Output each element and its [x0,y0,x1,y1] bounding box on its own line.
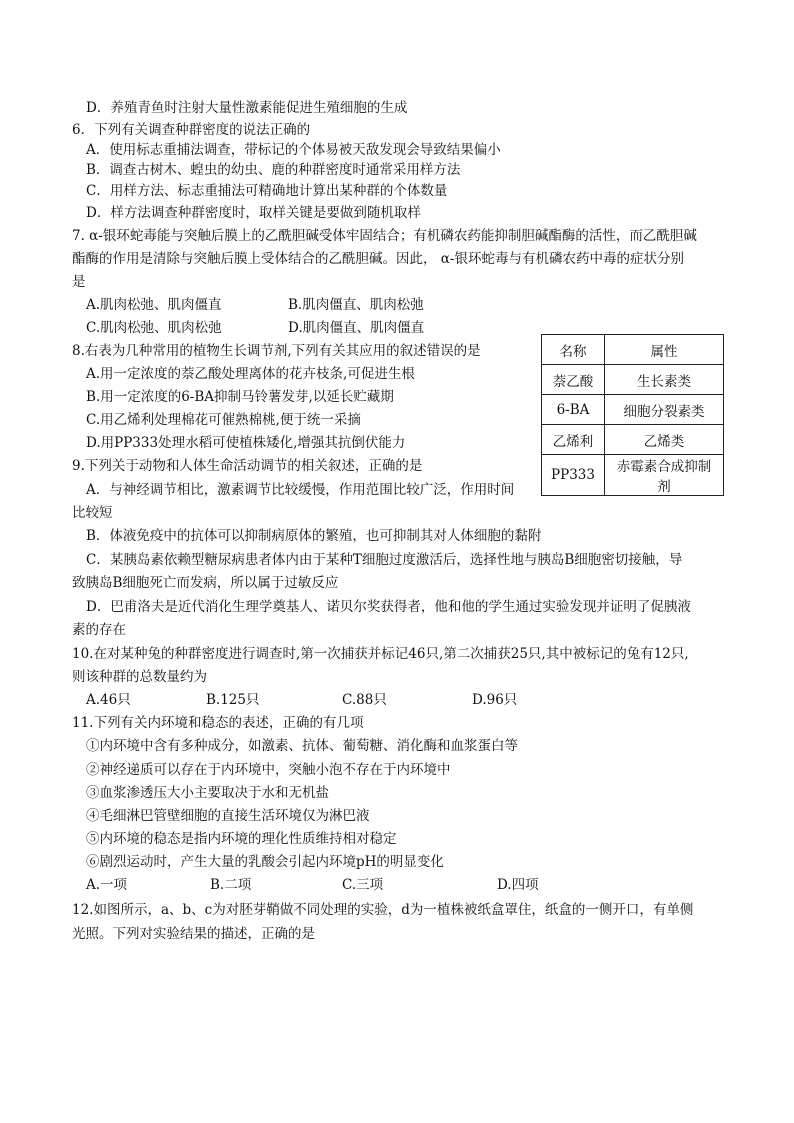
table-cell: 乙烯利 [542,425,605,455]
q6-option-b: B．调查古树木、蝗虫的幼虫、鹿的种群密度时通常采用样方法 [86,162,461,178]
q9-option-c-line2: 致胰岛B细胞死亡而发病，所以属于过敏反应 [72,575,339,591]
q10-option-a: A.46只 [86,692,131,708]
q6-option-d: D．样方法调查种群密度时，取样关键是要做到随机取样 [86,205,421,221]
q9-option-d-line2: 素的存在 [72,622,126,638]
q10-stem-line2: 则该种群的总数量约为 [72,669,207,685]
q10-option-c: C.88只 [342,692,387,708]
q8-option-b: B.用一定浓度的6-BA抑制马铃薯发芽,以延长贮藏期 [86,389,394,405]
q9-option-c-line1: C．某胰岛素依赖型糖尿病患者体内由于某种T细胞过度激活后，选择性地与胰岛B细胞密切接触，导 [86,552,683,568]
table-cell: 细胞分裂素类 [605,395,724,425]
q9-option-a-line2: 比较短 [72,505,113,521]
q11-statement-3: ③血浆渗透压大小主要取决于水和无机盐 [86,785,329,801]
q10-option-b: B.125只 [206,692,260,708]
table-header-cell: 属性 [605,335,724,365]
table-cell: 6-BA [542,395,605,425]
table-header-row [542,335,724,365]
q10-stem-line1: 10.在对某种兔的种群密度进行调查时,第一次捕获并标记46只,第二次捕获25只,其中被标记的兔有12只, [72,646,689,662]
q9-option-d-line1: D．巴甫洛夫是近代消化生理学奠基人、诺贝尔奖获得者，他和他的学生通过实验发现并证明了促胰液 [86,599,691,615]
table-row [542,425,724,455]
q7-option-c: C.肌肉松弛、肌肉松弛 [86,320,222,336]
q11-stem: 11.下列有关内环境和稳态的表述，正确的有几项 [72,715,364,731]
q6-option-a: A．使用标志重捕法调查，带标记的个体易被天敌发现会导致结果偏小 [86,142,501,158]
q11-statement-2: ②神经递质可以存在于内环境中，突触小泡不存在于内环境中 [86,762,451,778]
table-cell: 萘乙酸 [542,365,605,395]
table-row [542,365,724,395]
table-cell: 生长素类 [605,365,724,395]
q11-option-d: D.四项 [497,877,539,893]
q6-stem: 6．下列有关调查种群密度的说法正确的 [72,122,311,138]
q7-stem-line3: 是 [72,274,86,290]
q7-option-a: A.肌肉松弛、肌肉僵直 [86,297,222,313]
q6-option-c: C．用样方法、标志重捕法可精确地计算出某种群的个体数量 [86,183,448,199]
q8-option-d: D.用PP333处理水稻可使植株矮化,增强其抗倒伏能力 [86,435,406,451]
q7-stem-line1: 7. α-银环蛇毒能与突触后膜上的乙酰胆碱受体牢固结合；有机磷农药能抑制胆碱酯酶的活性，而乙酰胆碱 [72,228,697,244]
q8-option-a: A.用一定浓度的萘乙酸处理离体的花卉枝条,可促进生根 [86,366,415,382]
table-cell: PP333 [542,455,605,496]
q8-stem: 8.右表为几种常用的植物生长调节剂,下列有关其应用的叙述错误的是 [72,343,481,359]
regulator-table [541,334,724,496]
q11-option-b: B.二项 [210,877,252,893]
q12-stem-line2: 光照。下列对实验结果的描述，正确的是 [72,926,315,942]
q7-stem-line2: 酯酶的作用是清除与突触后膜上受体结合的乙酰胆碱。因此， α-银环蛇毒与有机磷农药中毒的症状分别 [72,251,684,267]
table-header-cell: 名称 [542,335,605,365]
table-cell: 赤霉素合成抑制剂 [605,455,724,496]
q5-option-d: D．养殖青鱼时注射大量性激素能促进生殖细胞的生成 [86,100,408,116]
q11-statement-5: ⑤内环境的稳态是指内环境的理化性质维持相对稳定 [86,831,397,847]
table-row [542,455,724,496]
table-cell: 乙烯类 [605,425,724,455]
q9-option-a-line1: A．与神经调节相比，激素调节比较缓慢，作用范围比较广泛，作用时间 [86,482,515,498]
q7-option-b: B.肌肉僵直、肌肉松弛 [288,297,424,313]
q11-statement-1: ①内环境中含有多种成分，如激素、抗体、葡萄糖、消化酶和血浆蛋白等 [86,738,518,754]
table-row [542,395,724,425]
q7-option-d: D.肌肉僵直、肌肉僵直 [288,320,425,336]
q9-option-b: B．体液免疫中的抗体可以抑制病原体的繁殖，也可抑制其对人体细胞的黏附 [86,528,542,544]
q12-stem-line1: 12.如图所示，a、b、c为对胚芽鞘做不同处理的实验，d为一植株被纸盒罩住，纸盒的一侧开口，有单侧 [72,902,694,918]
q11-option-a: A.一项 [86,877,128,893]
q11-statement-4: ④毛细淋巴管壁细胞的直接生活环境仅为淋巴液 [86,808,370,824]
q11-option-c: C.三项 [342,877,384,893]
q11-statement-6: ⑥剧烈运动时，产生大量的乳酸会引起内环境pH的明显变化 [86,854,444,870]
q8-option-c: C.用乙烯利处理棉花可催熟棉桃,便于统一采摘 [86,412,361,428]
q10-option-d: D.96只 [472,692,518,708]
q9-stem: 9.下列关于动物和人体生命活动调节的相关叙述，正确的是 [72,458,423,474]
